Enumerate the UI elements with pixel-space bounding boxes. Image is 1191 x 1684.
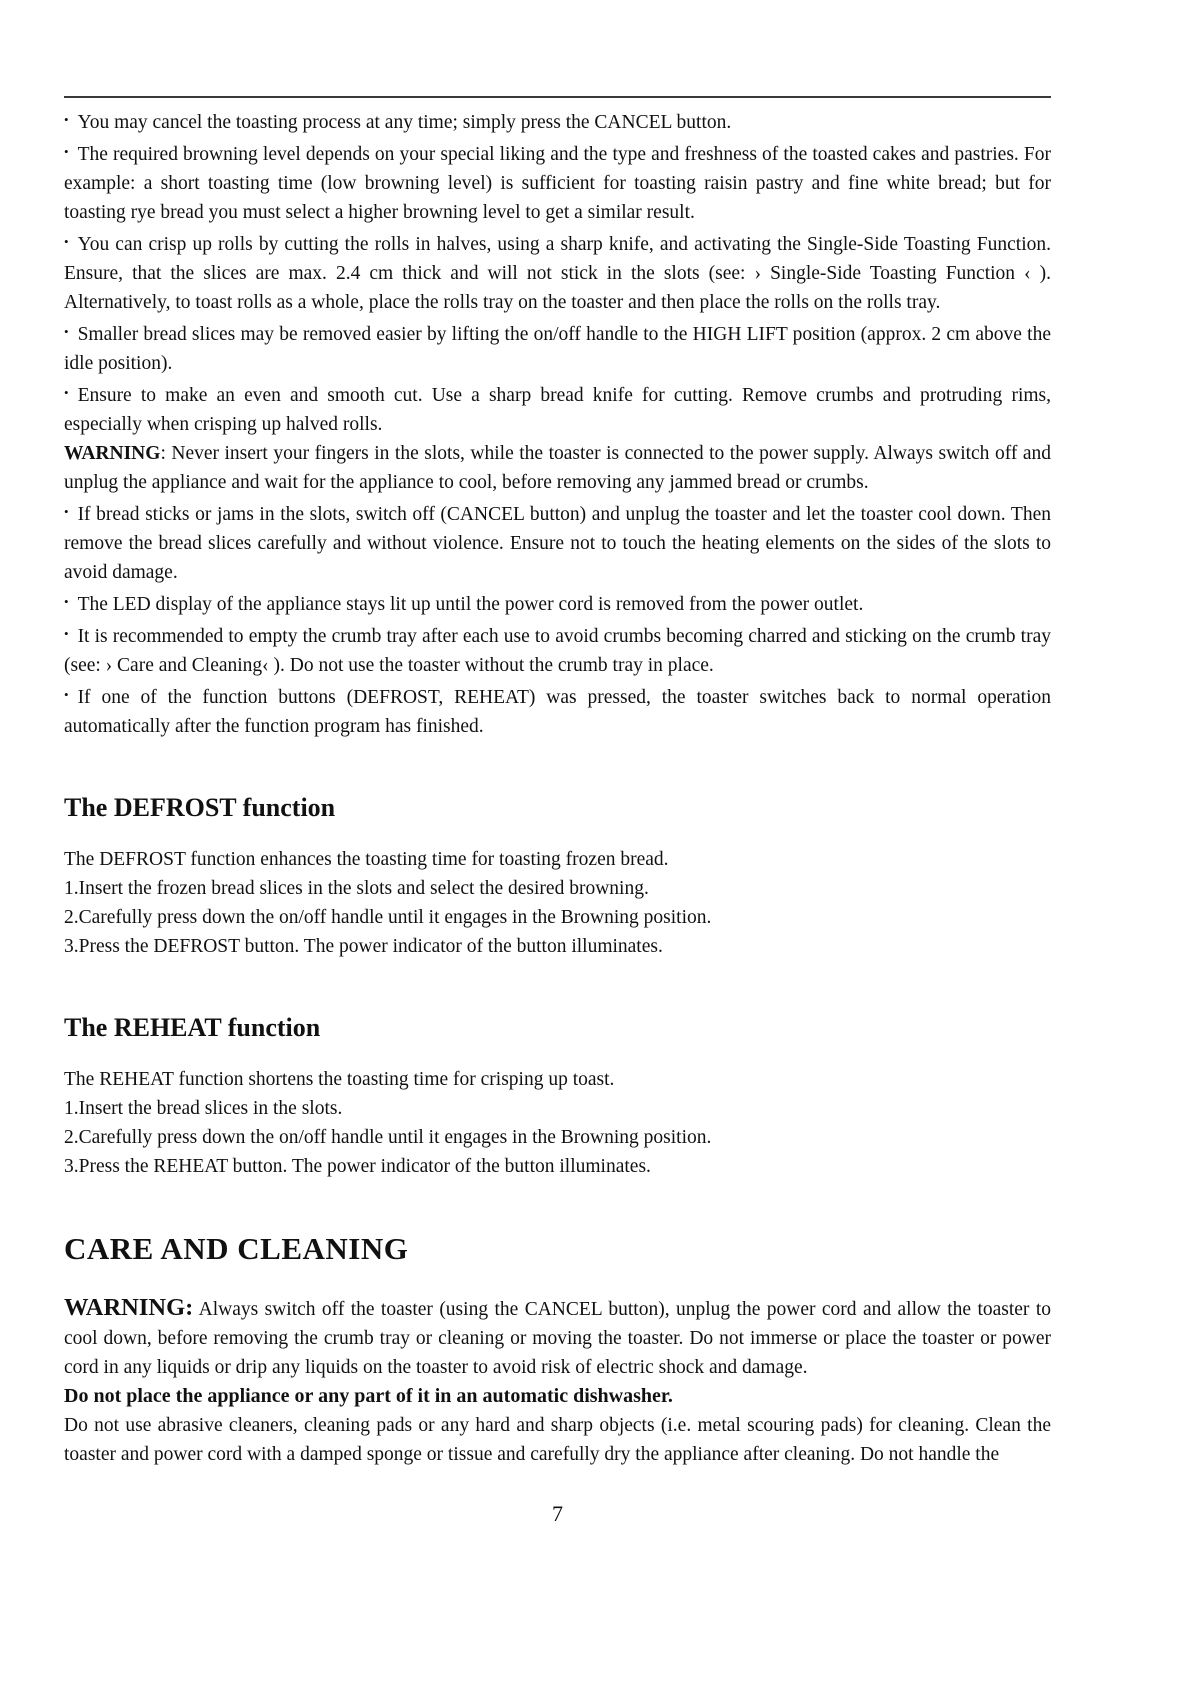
- note-text: You may cancel the toasting process at any time; simply press the CANCEL button.: [77, 112, 732, 133]
- reheat-step-2: 2.Carefully press down the on/off handle until it engages in the Browning position.: [64, 1127, 712, 1148]
- bullet-icon: •: [64, 626, 69, 641]
- care-body-paragraph: Do not use abrasive cleaners, cleaning pads or any hard and sharp objects (i.e. metal scouring pads) for cleaning. Clean the toaster and power cord with a damped sponge or tissue and carefully dry the appliance after cleaning. Do not handle the: [64, 1415, 1051, 1465]
- note-text: If one of the function buttons (DEFROST, REHEAT) was pressed, the toaster switches back to normal operation automatically after the function program has finished.: [64, 687, 1051, 737]
- reheat-step-3: 3.Press the REHEAT button. The power indicator of the button illuminates.: [64, 1156, 651, 1177]
- defrost-step-3: 3.Press the DEFROST button. The power indicator of the button illuminates.: [64, 936, 663, 957]
- note-text: You can crisp up rolls by cutting the rolls in halves, using a sharp knife, and activating the Single-Side Toasting Function. Ensure, that the slices are max. 2.4 cm thick and will not stick in the slots (see: › Single-Side Toasting Function ‹ ). Alternatively, to toast rolls as a whole, place the rolls tray on the toaster and then place the rolls on the rolls tray.: [64, 234, 1051, 313]
- page-number: 7: [552, 1501, 563, 1526]
- top-rule: [64, 96, 1051, 98]
- reheat-intro: The REHEAT function shortens the toasting time for crisping up toast.: [64, 1069, 615, 1090]
- note-paragraph: [64, 105, 1051, 137]
- warning-text: : Never insert your fingers in the slots, while the toaster is connected to the power supply. Always switch off and unplug the appliance and wait for the appliance to cool, before removing any jammed bread or crumbs.: [64, 443, 1051, 493]
- bullet-icon: •: [64, 504, 69, 519]
- bullet-icon: •: [64, 687, 69, 702]
- defrost-step-1: 1.Insert the frozen bread slices in the slots and select the desired browning.: [64, 878, 649, 899]
- note-text: The required browning level depends on your special liking and the type and freshness of the toasted cakes and pastries. For example: a short toasting time (low browning level) is sufficient for toasting raisin pastry and fine white bread; but for toasting rye bread you must select a higher browning level to get a similar result.: [64, 144, 1051, 223]
- bullet-icon: •: [64, 324, 69, 339]
- note-paragraph: [64, 317, 1051, 378]
- note-text: The LED display of the appliance stays lit up until the power cord is removed from the power outlet.: [77, 594, 864, 615]
- note-text: Smaller bread slices may be removed easier by lifting the on/off handle to the HIGH LIFT position (approx. 2 cm above the idle position).: [64, 324, 1051, 374]
- note-text: Ensure to make an even and smooth cut. Use a sharp bread knife for cutting. Remove crumbs and protruding rims, especially when crisping up halved rolls.: [64, 385, 1051, 435]
- bullet-icon: •: [64, 385, 69, 400]
- bullet-icon: •: [64, 144, 69, 159]
- note-paragraph: [64, 227, 1051, 317]
- warning-label: WARNING: [64, 443, 161, 464]
- defrost-step-2: 2.Carefully press down the on/off handle until it engages in the Browning position.: [64, 907, 712, 928]
- note-text: If bread sticks or jams in the slots, switch off (CANCEL button) and unplug the toaster and let the toaster cool down. Then remove the bread slices carefully and without violence. Ensure not to touch the heating elements on the sides of the slots to avoid damage.: [64, 504, 1051, 583]
- note-paragraph: [64, 619, 1051, 680]
- note-text: It is recommended to empty the crumb tray after each use to avoid crumbs becoming charred and sticking on the crumb tray (see: › Care and Cleaning‹ ). Do not use the toaster without the crumb tray in place.: [64, 626, 1051, 676]
- defrost-intro: The DEFROST function enhances the toasting time for toasting frozen bread.: [64, 849, 669, 870]
- defrost-section-heading: The DEFROST function: [64, 793, 336, 822]
- reheat-step-1: 1.Insert the bread slices in the slots.: [64, 1098, 343, 1119]
- care-warning-label: WARNING:: [64, 1294, 194, 1321]
- note-paragraph: [64, 587, 1051, 619]
- reheat-section-heading: The REHEAT function: [64, 1013, 321, 1042]
- bullet-icon: •: [64, 234, 69, 249]
- warning-paragraph: [64, 439, 1051, 497]
- care-warning-paragraph: [64, 1293, 1051, 1382]
- note-paragraph: [64, 137, 1051, 227]
- bullet-icon: •: [64, 112, 69, 127]
- note-paragraph: [64, 680, 1051, 741]
- care-warning-text: Always switch off the toaster (using the CANCEL button), unplug the power cord and allow the toaster to cool down, before removing the crumb tray or cleaning or moving the toaster. Do not immerse or place the toaster or power cord in any liquids or drip any liquids on the toaster to avoid risk of electric shock and damage.: [64, 1299, 1051, 1378]
- note-paragraph: [64, 497, 1051, 587]
- note-paragraph: [64, 378, 1051, 439]
- bullet-icon: •: [64, 594, 69, 609]
- dishwasher-warning-line: Do not place the appliance or any part of it in an automatic dishwasher.: [64, 1385, 673, 1407]
- care-and-cleaning-heading: CARE AND CLEANING: [64, 1231, 409, 1266]
